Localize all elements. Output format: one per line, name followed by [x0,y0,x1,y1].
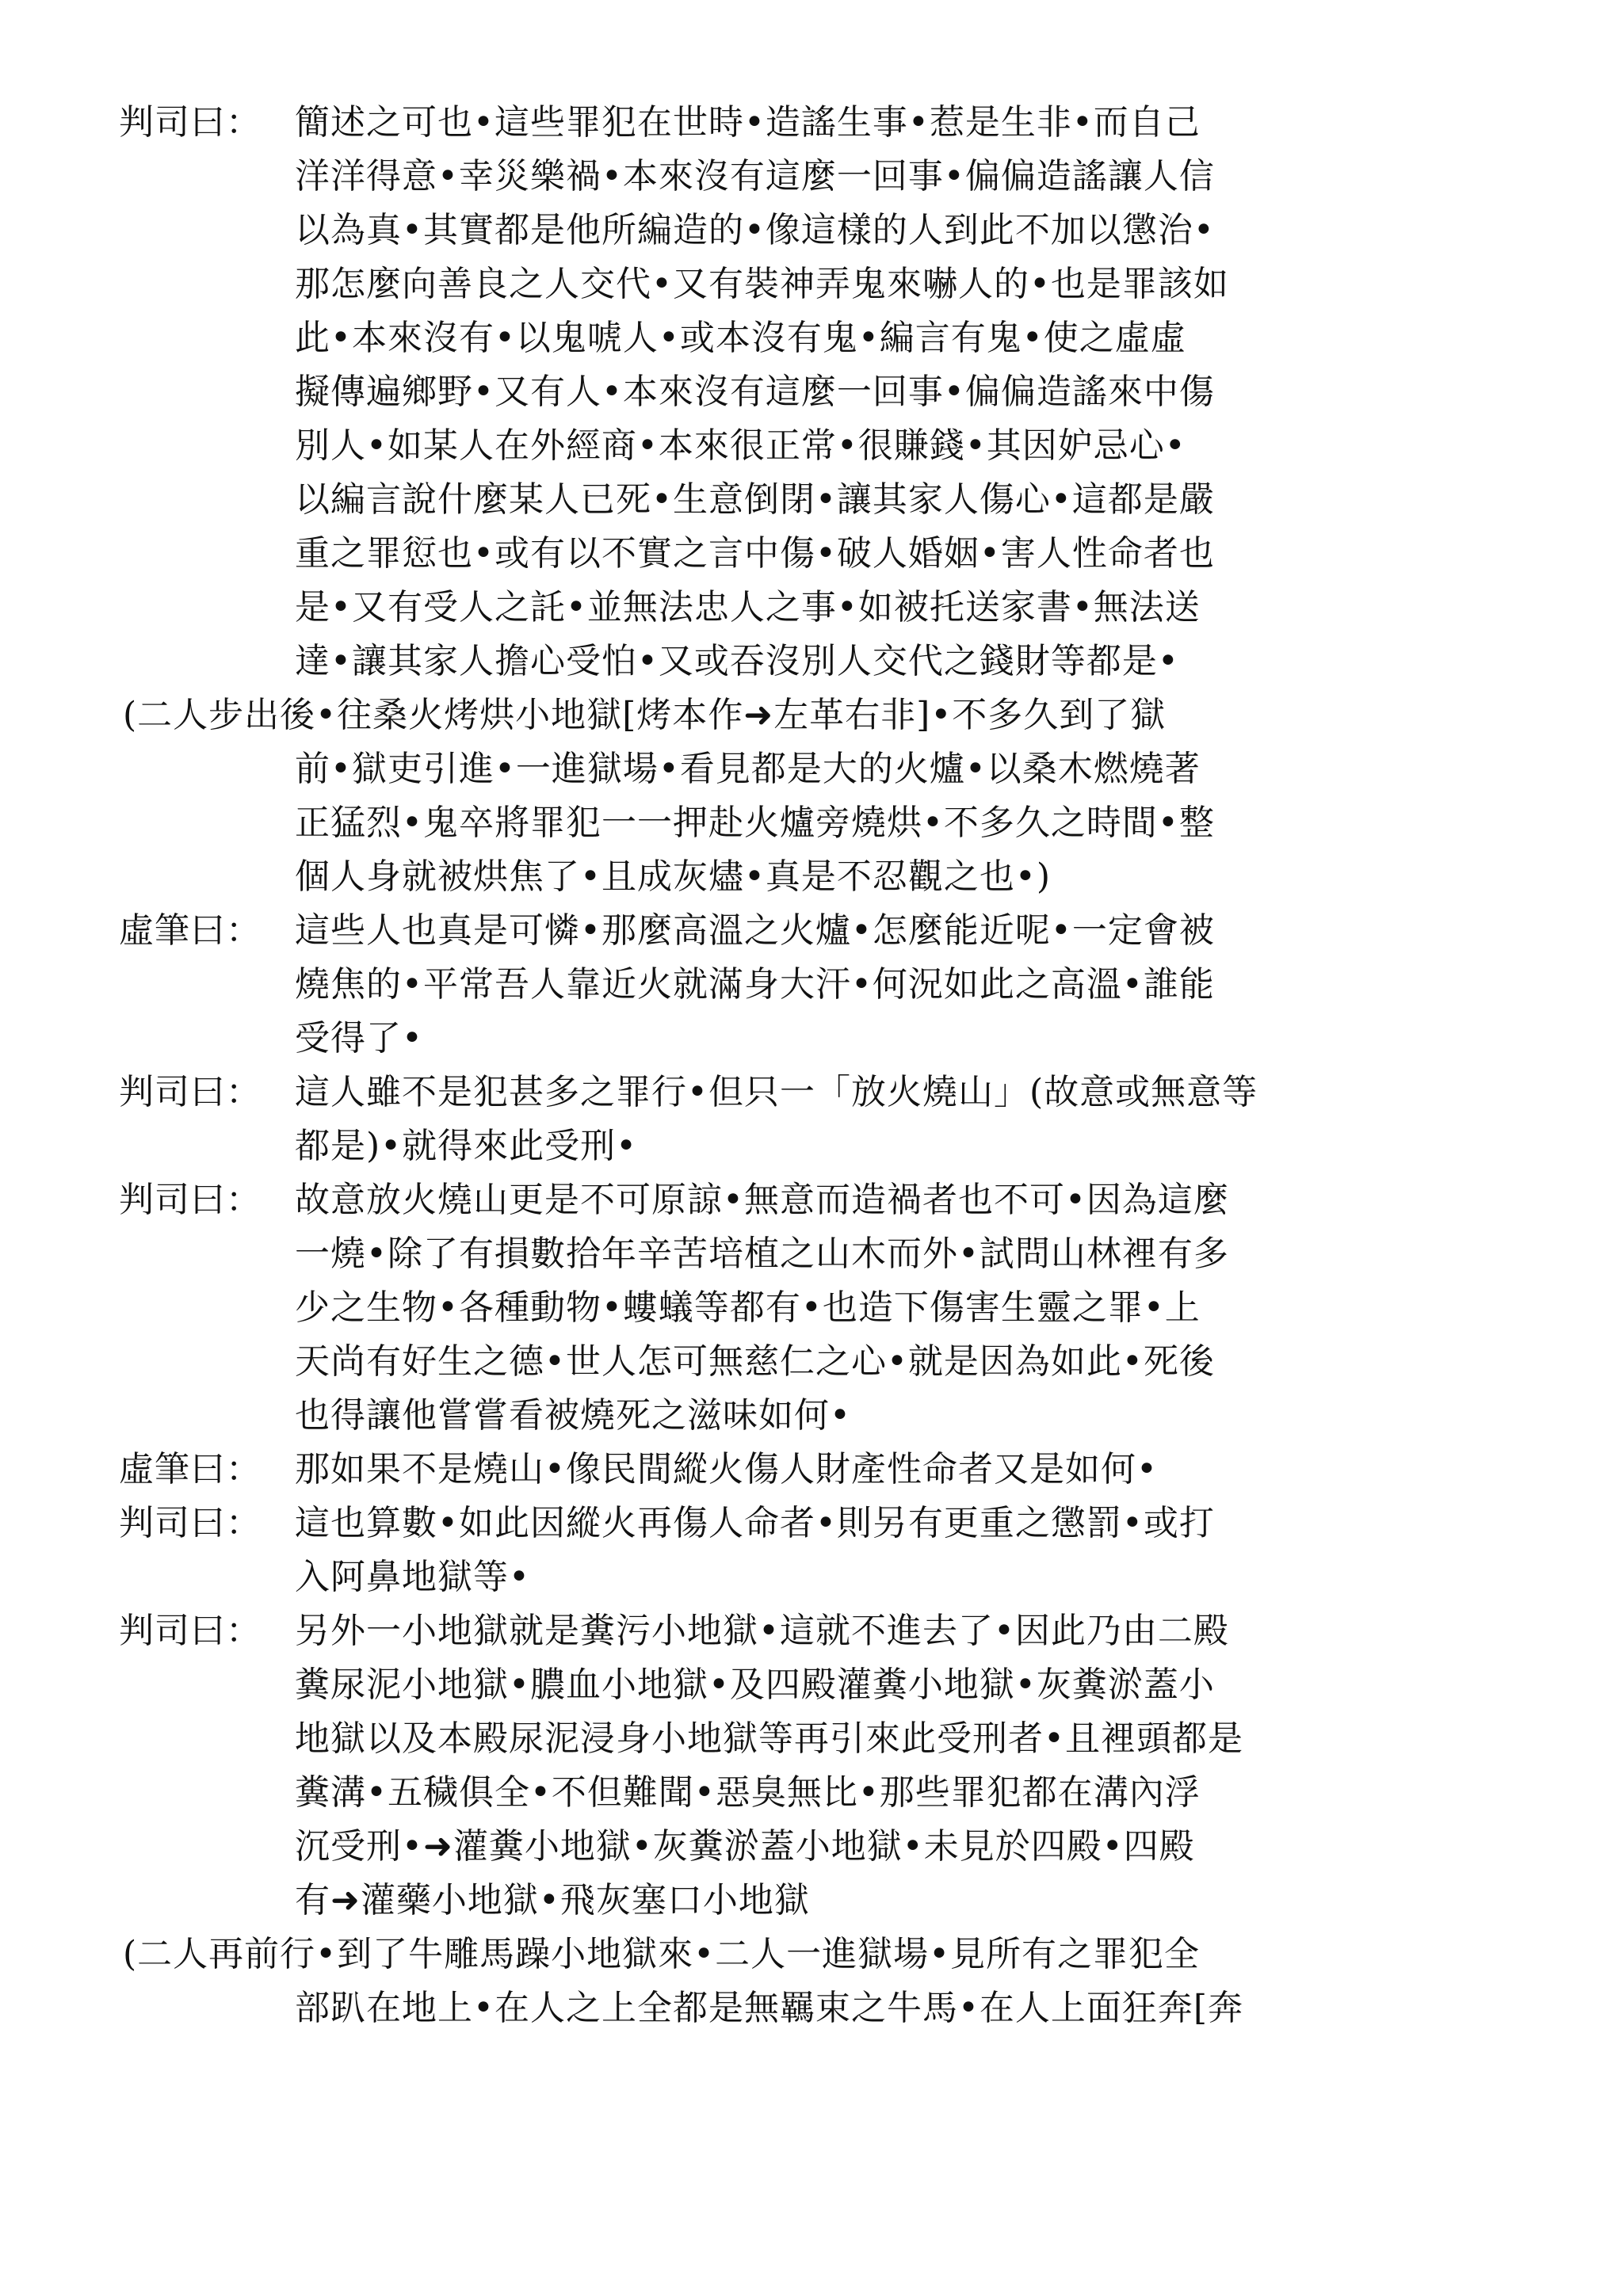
dialogue-line: 故意放火燒山更是不可原諒•無意而造禍者也不可•因為這麼 [295,1180,1229,1220]
narration-line: 前•獄吏引進•一進獄場•看見都是大的火爐•以桑木燃燒著 [295,749,1201,789]
dialogue-line: 糞尿泥小地獄•膿血小地獄•及四殿灌糞小地獄•灰糞淤蓋小 [295,1665,1215,1705]
dialogue-line: 別人•如某人在外經商•本來很正常•很賺錢•其因妒忌心• [295,425,1186,466]
dialogue-line: 這些人也真是可憐•那麼高溫之火爐•怎麼能近呢•一定會被 [295,910,1215,951]
dialogue-line: 沉受刑•➜灌糞小地獄•灰糞淤蓋小地獄•未見於四殿•四殿 [295,1826,1195,1867]
narration-line: 部趴在地上•在人之上全都是無羈束之牛馬•在人上面狂奔[奔 [295,1988,1244,2028]
dialogue-line: 此•本來沒有•以鬼唬人•或本沒有鬼•編言有鬼•使之虛虛 [295,318,1186,358]
dialogue-line: 少之生物•各種動物•螻蟻等都有•也造下傷害生靈之罪•上 [295,1287,1201,1328]
speaker-label: 虛筆曰： [119,910,262,951]
dialogue-line: 是•又有受人之託•並無法忠人之事•如被托送家書•無法送 [295,587,1201,627]
dialogue-line: 天尚有好生之德•世人怎可無慈仁之心•就是因為如此•死後 [295,1341,1215,1382]
narration-line: 正猛烈•鬼卒將罪犯一一押赴火爐旁燒烘•不多久之時間•整 [295,803,1215,843]
dialogue-line: 地獄以及本殿尿泥浸身小地獄等再引來此受刑者•且裡頭都是 [295,1718,1243,1759]
narration-line: (二人再前行•到了牛雕馬躁小地獄來•二人一進獄場•見所有之罪犯全 [123,1934,1201,1974]
dialogue-line: 都是)•就得來此受刑• [295,1126,638,1166]
dialogue-line: 這也算數•如此因縱火再傷人命者•則另有更重之懲罰•或打 [295,1503,1215,1543]
dialogue-line: 洋洋得意•幸災樂禍•本來沒有這麼一回事•偏偏造謠讓人信 [295,156,1215,196]
dialogue-line: 受得了• [295,1018,423,1058]
speaker-label: 虛筆曰： [119,1449,262,1489]
dialogue-line: 另外一小地獄就是糞污小地獄•這就不進去了•因此乃由二殿 [295,1611,1229,1651]
narration-line: 個人身就被烘焦了•且成灰燼•真是不忍觀之也•) [295,856,1052,897]
dialogue-line: 達•讓其家人擔心受怕•又或吞沒別人交代之錢財等都是• [295,641,1179,681]
dialogue-line: 有➜灌藥小地獄•飛灰塞口小地獄 [295,1880,810,1920]
speaker-label: 判司曰： [119,1072,262,1112]
dialogue-line: 以編言說什麼某人已死•生意倒閉•讓其家人傷心•這都是嚴 [295,479,1215,520]
dialogue-line: 糞溝•五穢俱全•不但難聞•惡臭無比•那些罪犯都在溝內浮 [295,1772,1201,1813]
dialogue-line: 簡述之可也•這些罪犯在世時•造謠生事•惹是生非•而自己 [295,102,1201,143]
dialogue-line: 那如果不是燒山•像民間縱火傷人財產性命者又是如何• [295,1449,1158,1489]
dialogue-line: 燒焦的•平常吾人靠近火就滿身大汗•何況如此之高溫•誰能 [295,964,1215,1005]
dialogue-line: 擬傳遍鄉野•又有人•本來沒有這麼一回事•偏偏造謠來中傷 [295,372,1215,412]
dialogue-line: 入阿鼻地獄等• [295,1557,530,1597]
dialogue-line: 也得讓他嘗嘗看被燒死之滋味如何• [295,1395,851,1436]
narration-line: (二人步出後•往桑火烤烘小地獄[烤本作➜左革右非]•不多久到了獄 [123,695,1167,735]
speaker-label: 判司曰： [119,102,262,143]
dialogue-line: 這人雖不是犯甚多之罪行•但只一「放火燒山」(故意或無意等 [295,1072,1258,1112]
speaker-label: 判司曰： [119,1180,262,1220]
speaker-label: 判司曰： [119,1503,262,1543]
dialogue-line: 那怎麼向善良之人交代•又有裝神弄鬼來嚇人的•也是罪該如 [295,264,1229,304]
speaker-label: 判司曰： [119,1611,262,1651]
dialogue-line: 以為真•其實都是他所編造的•像這樣的人到此不加以懲治• [295,210,1215,250]
dialogue-line: 一燒•除了有損數拾年辛苦培植之山木而外•試問山林裡有多 [295,1234,1229,1274]
dialogue-line: 重之罪愆也•或有以不實之言中傷•破人婚姻•害人性命者也 [295,533,1215,574]
